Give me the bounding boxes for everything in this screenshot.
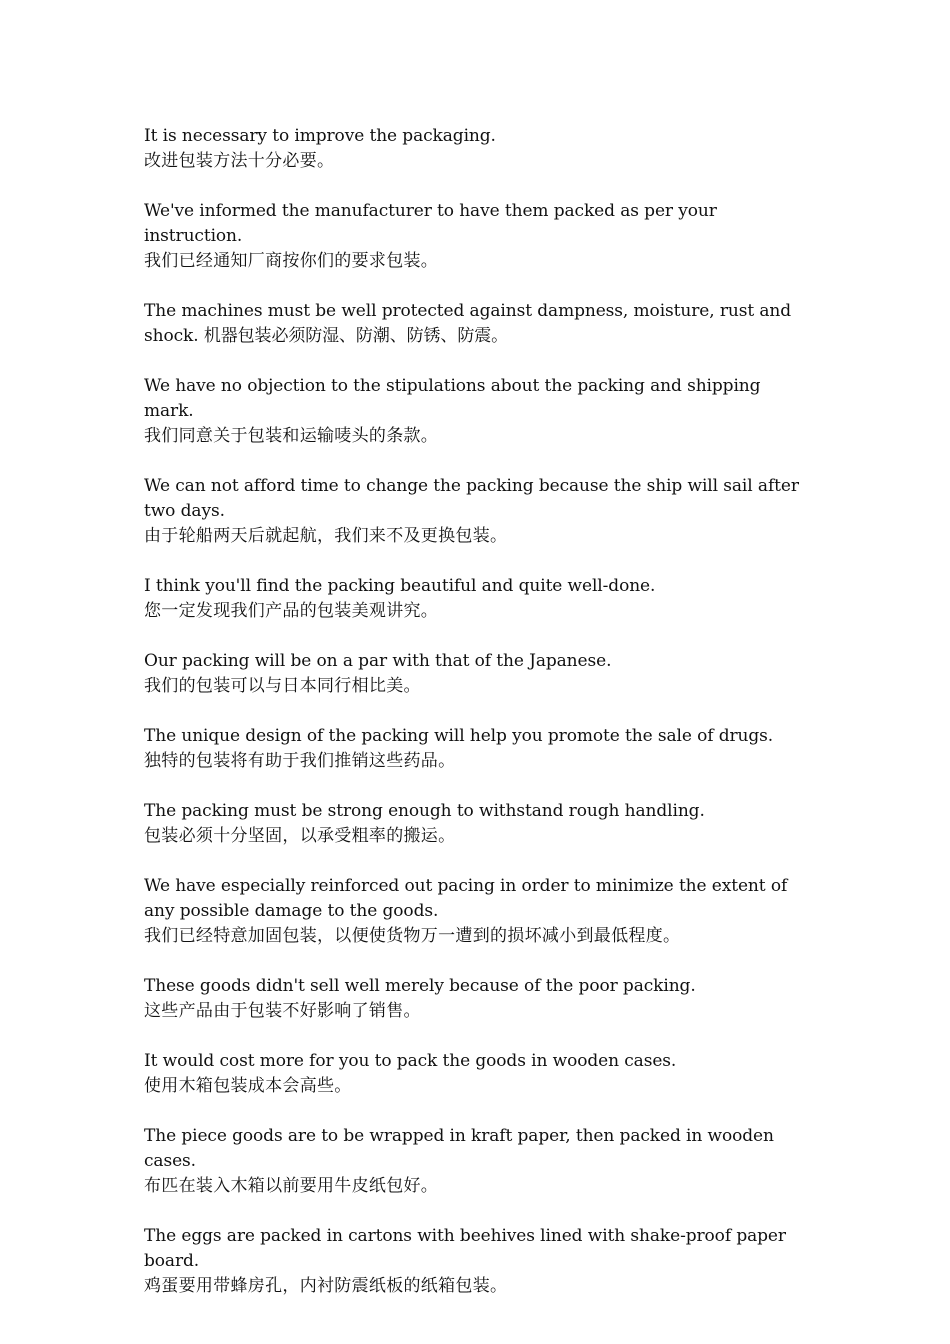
english-sentence: We have no objection to the stipulations about the packing and shipping mark. [144, 376, 761, 421]
sentence-pair [144, 574, 806, 624]
sentence-pair [144, 874, 806, 949]
english-sentence: These goods didn't sell well merely because of the poor packing. [144, 976, 696, 996]
sentence-pair [144, 124, 806, 174]
sentence-pair [144, 1224, 806, 1299]
sentence-pair [144, 974, 806, 1024]
english-sentence: I think you'll find the packing beautiful and quite well-done. [144, 576, 656, 596]
chinese-translation: 这些产品由于包装不好影响了销售。 [144, 1001, 421, 1021]
sentence-pair [144, 799, 806, 849]
sentence-pair [144, 724, 806, 774]
chinese-translation: 我们的包装可以与日本同行相比美。 [144, 676, 421, 696]
english-sentence: It is necessary to improve the packaging. [144, 126, 496, 146]
sentence-pair [144, 299, 806, 349]
english-sentence: We've informed the manufacturer to have them packed as per your instruction. [144, 201, 717, 246]
english-sentence: The piece goods are to be wrapped in kraft paper, then packed in wooden cases. [144, 1126, 774, 1171]
chinese-translation: 鸡蛋要用带蜂房孔，内衬防震纸板的纸箱包装。 [144, 1276, 508, 1296]
english-sentence: The unique design of the packing will help you promote the sale of drugs. [144, 726, 774, 746]
sentence-pair [144, 199, 806, 274]
chinese-translation: 我们同意关于包装和运输唛头的条款。 [144, 426, 439, 446]
english-sentence: We can not afford time to change the packing because the ship will sail after two days. [144, 476, 799, 521]
chinese-translation: 由于轮船两天后就起航，我们来不及更换包装。 [144, 526, 508, 546]
english-sentence: It would cost more for you to pack the goods in wooden cases. [144, 1051, 677, 1071]
sentence-pair [144, 1124, 806, 1199]
chinese-translation: 改进包装方法十分必要。 [144, 151, 335, 171]
sentence-pair [144, 474, 806, 549]
sentence-pair [144, 1049, 806, 1099]
document-page [144, 124, 806, 1324]
sentence-pair [144, 649, 806, 699]
chinese-translation: 包装必须十分坚固，以承受粗率的搬运。 [144, 826, 456, 846]
english-sentence: The eggs are packed in cartons with beehives lined with shake-proof paper board. [144, 1226, 786, 1271]
english-sentence: The packing must be strong enough to withstand rough handling. [144, 801, 705, 821]
english-sentence: We have especially reinforced out pacing in order to minimize the extent of any possible damage to the goods. [144, 876, 788, 921]
sentence-pair [144, 374, 806, 449]
english-sentence: The machines must be well protected against dampness, moisture, rust and shock. 机器包装必须防湿、防潮、防锈、防震。 [144, 301, 792, 346]
chinese-translation: 您一定发现我们产品的包装美观讲究。 [144, 601, 439, 621]
chinese-translation: 独特的包装将有助于我们推销这些药品。 [144, 751, 456, 771]
chinese-translation: 布匹在装入木箱以前要用牛皮纸包好。 [144, 1176, 439, 1196]
chinese-translation: 我们已经特意加固包装，以便使货物万一遭到的损坏减小到最低程度。 [144, 926, 681, 946]
chinese-translation: 我们已经通知厂商按你们的要求包装。 [144, 251, 439, 271]
chinese-translation: 使用木箱包装成本会高些。 [144, 1076, 352, 1096]
english-sentence: Our packing will be on a par with that of the Japanese. [144, 651, 612, 671]
